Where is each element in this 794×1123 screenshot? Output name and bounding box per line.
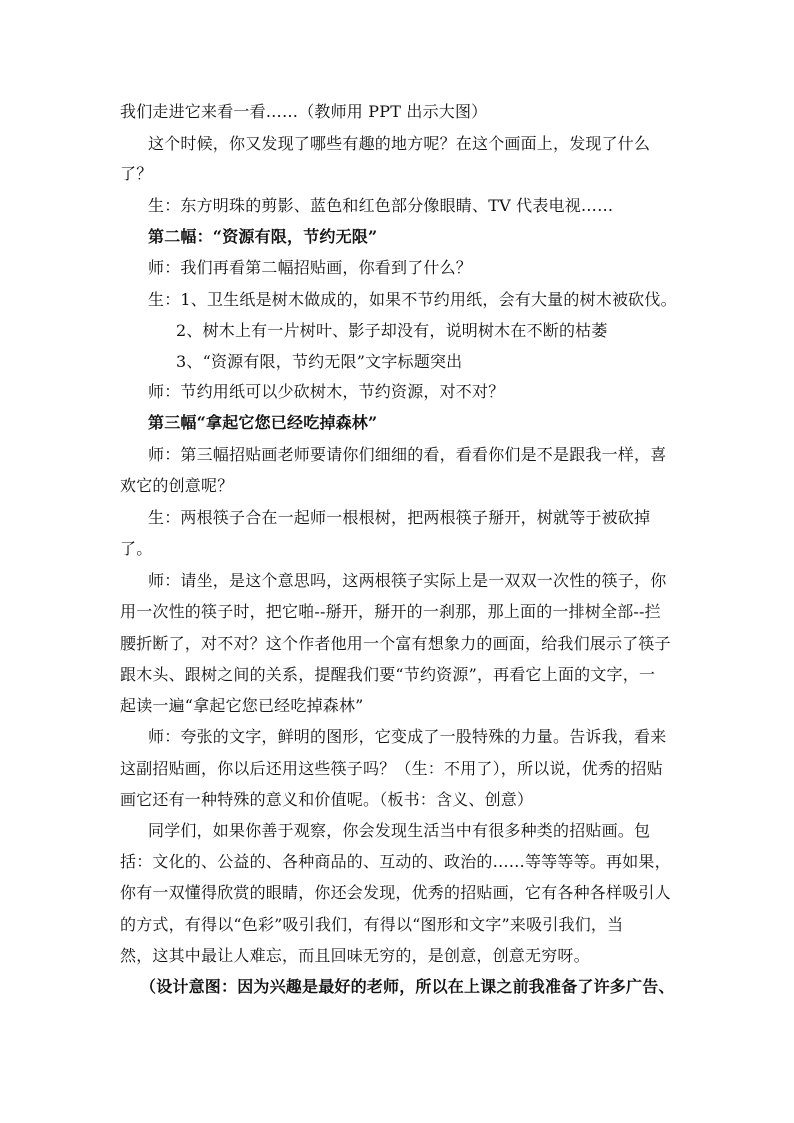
text-line: 起读一遍“拿起它您已经吃掉森林” [120,696,364,715]
text-line: 欢它的创意呢？ [120,476,234,495]
design-intent-line: （设计意图：因为兴趣是最好的老师，所以在上课之前我准备了许多广告、 [140,977,675,996]
text-line: 腰折断了，对不对？这个作者他用一个富有想象力的画面，给我们展示了筷子 [120,634,671,653]
section-heading: 第二幅：“资源有限，节约无限” [148,227,378,246]
text-line: 了？ [120,164,153,183]
text-line: 你有一双懂得欣赏的眼睛，你还会发现，优秀的招贴画，它有各种各样吸引人 [120,883,671,902]
section-heading: 第三幅“拿起它您已经吃掉森林” [148,413,378,432]
text-line: 我们走进它来看一看……（教师用 PPT 出示大图） [120,102,488,121]
text-line: 师：请坐，是这个意思吗，这两根筷子实际上是一双双一次性的筷子，你 [148,571,667,590]
text-line: 生：1、卫生纸是树木做成的，如果不节约用纸，会有大量的树木被砍伐。 [148,290,677,309]
text-line: 括：文化的、公益的、各种商品的、互动的、政治的……等等等等。再如果， [120,852,671,871]
text-line: 跟木头、跟树之间的关系，提醒我们要“节约资源”，再看它上面的文字，一 [120,665,656,684]
text-line: 生：东方明珠的剪影、蓝色和红色部分像眼睛、TV 代表电视…… [148,196,614,215]
text-line: 了。 [120,539,153,558]
text-line: 生：两根筷子合在一起师一根根树，把两根筷子掰开，树就等于被砍掉 [148,508,651,527]
text-line: 师：我们再看第二幅招贴画，你看到了什么？ [148,258,473,277]
text-line: 同学们，如果你善于观察，你会发现生活当中有很多种类的招贴画。包 [148,821,651,840]
text-line: 画它还有一种特殊的意义和价值呢。（板书：含义、创意） [120,790,534,809]
text-line: 3、“资源有限，节约无限”文字标题突出 [176,352,463,371]
text-line: 这个时候，你又发现了哪些有趣的地方呢？在这个画面上，发现了什么 [148,134,651,153]
text-line: 师：节约用纸可以少砍树木，节约资源，对不对？ [148,382,505,401]
text-line: 2、树木上有一片树叶、影子却没有，说明树木在不断的枯萎 [176,321,608,340]
text-line: 这副招贴画，你以后还用这些筷子吗？（生：不用了），所以说，优秀的招贴 [120,759,663,778]
text-line: 然，这其中最让人难忘，而且回味无穷的，是创意，创意无穷呀。 [120,946,590,965]
text-line: 师：第三幅招贴画老师要请你们细细的看，看看你们是不是跟我一样，喜 [148,445,667,464]
text-line: 用一次性的筷子时，把它啪--掰开，掰开的一刹那，那上面的一排树全部--拦 [120,602,661,621]
text-line: 师：夸张的文字，鲜明的图形，它变成了一股特殊的力量。告诉我，看来 [148,727,667,746]
text-line: 的方式，有得以“色彩”吸引我们，有得以“图形和文字”来吸引我们，当 [120,915,624,934]
